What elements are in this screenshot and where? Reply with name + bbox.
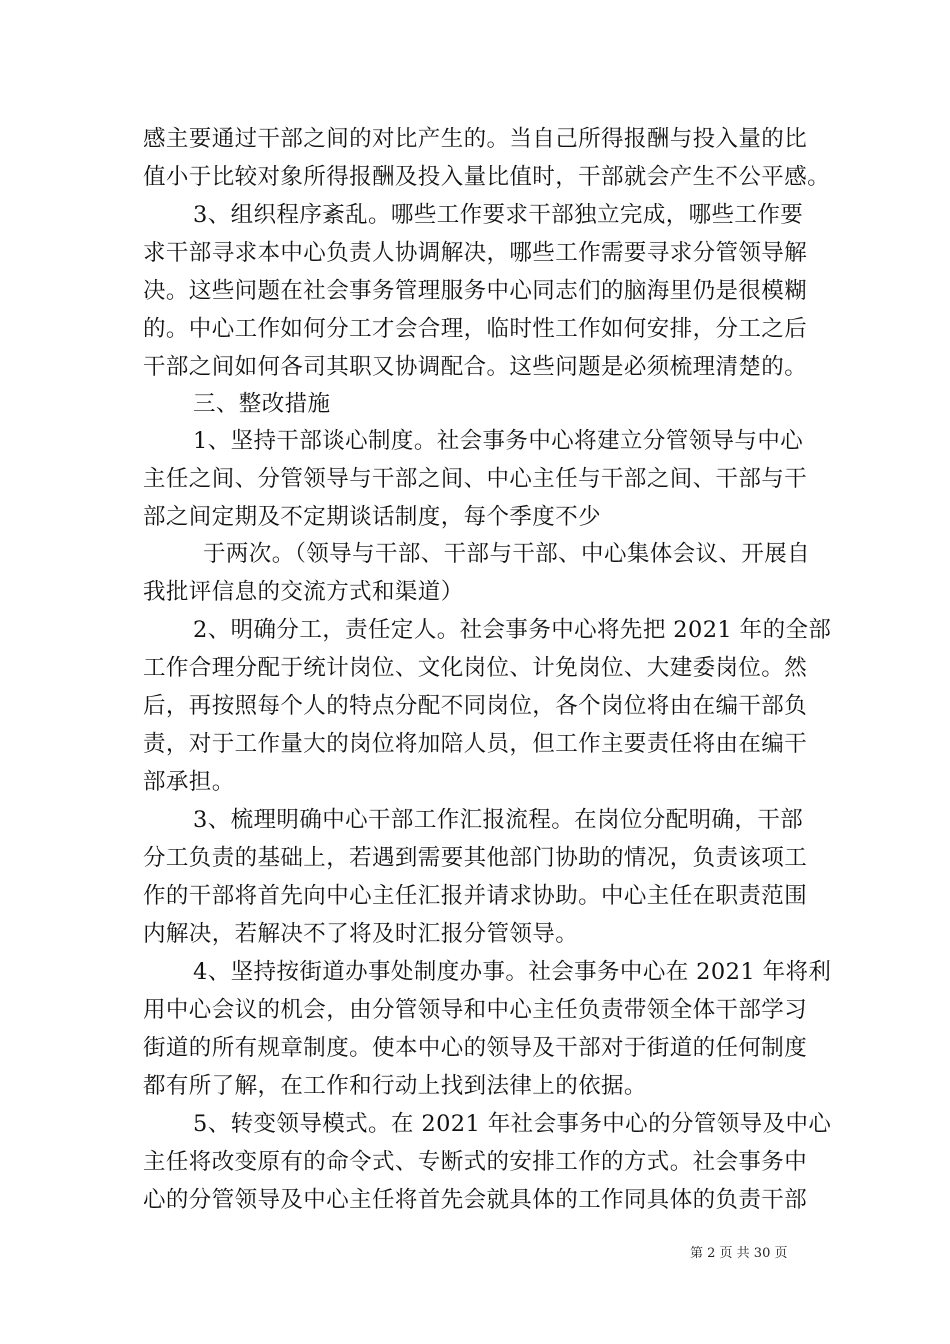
text-line: 分工负责的基础上，若遇到需要其他部门协助的情况，负责该项工	[143, 845, 808, 871]
text-line: 心的分管领导及中心主任将首先会就具体的工作同具体的负责干部	[143, 1187, 808, 1213]
text-line: 求干部寻求本中心负责人协调解决，哪些工作需要寻求分管领导解	[143, 240, 808, 266]
section-heading: 三、整改措施	[193, 391, 331, 417]
text-line: 的。中心工作如何分工才会合理，临时性工作如何安排，分工之后	[143, 316, 808, 342]
text-line: 1、坚持干部谈心制度。社会事务中心将建立分管领导与中心	[193, 428, 804, 454]
text-line: 值小于比较对象所得报酬及投入量比值时，干部就会产生不公平感。	[143, 164, 831, 190]
text-line: 街道的所有规章制度。使本中心的领导及干部对于街道的任何制度	[143, 1035, 808, 1061]
text-line: 作的干部将首先向中心主任汇报并请求协助。中心主任在职责范围	[143, 883, 808, 909]
text-line: 于两次。（领导与干部、干部与干部、中心集体会议、开展自	[203, 541, 811, 567]
text-line: 工作合理分配于统计岗位、文化岗位、计免岗位、大建委岗位。然	[143, 655, 808, 681]
text-line: 决。这些问题在社会事务管理服务中心同志们的脑海里仍是很模糊	[143, 278, 808, 304]
text-line: 干部之间如何各司其职又协调配合。这些问题是必须梳理清楚的。	[143, 354, 808, 380]
text-line: 4、坚持按街道办事处制度办事。社会事务中心在 2021 年将利	[193, 959, 832, 985]
text-line: 用中心会议的机会，由分管领导和中心主任负责带领全体干部学习	[143, 997, 808, 1023]
text-line: 部之间定期及不定期谈话制度，每个季度不少	[143, 504, 602, 530]
text-line: 部承担。	[143, 769, 235, 795]
text-line: 责，对于工作量大的岗位将加陪人员，但工作主要责任将由在编干	[143, 731, 808, 757]
page-number: 第 2 页 共 30 页	[690, 1246, 788, 1261]
text-line: 3、梳理明确中心干部工作汇报流程。在岗位分配明确，干部	[193, 807, 804, 833]
text-line: 内解决，若解决不了将及时汇报分管领导。	[143, 921, 579, 947]
text-line: 后，再按照每个人的特点分配不同岗位，各个岗位将由在编干部负	[143, 693, 808, 719]
text-line: 主任之间、分管领导与干部之间、中心主任与干部之间、干部与干	[143, 466, 808, 492]
text-line: 都有所了解，在工作和行动上找到法律上的依据。	[143, 1073, 647, 1099]
text-line: 5、转变领导模式。在 2021 年社会事务中心的分管领导及中心	[193, 1111, 832, 1137]
text-line: 我批评信息的交流方式和渠道）	[143, 579, 464, 605]
text-line: 3、组织程序紊乱。哪些工作要求干部独立完成，哪些工作要	[193, 202, 804, 228]
text-line: 感主要通过干部之间的对比产生的。当自己所得报酬与投入量的比	[143, 126, 808, 152]
text-line: 主任将改变原有的命令式、专断式的安排工作的方式。社会事务中	[143, 1149, 808, 1175]
text-line: 2、明确分工，责任定人。社会事务中心将先把 2021 年的全部	[193, 617, 832, 643]
